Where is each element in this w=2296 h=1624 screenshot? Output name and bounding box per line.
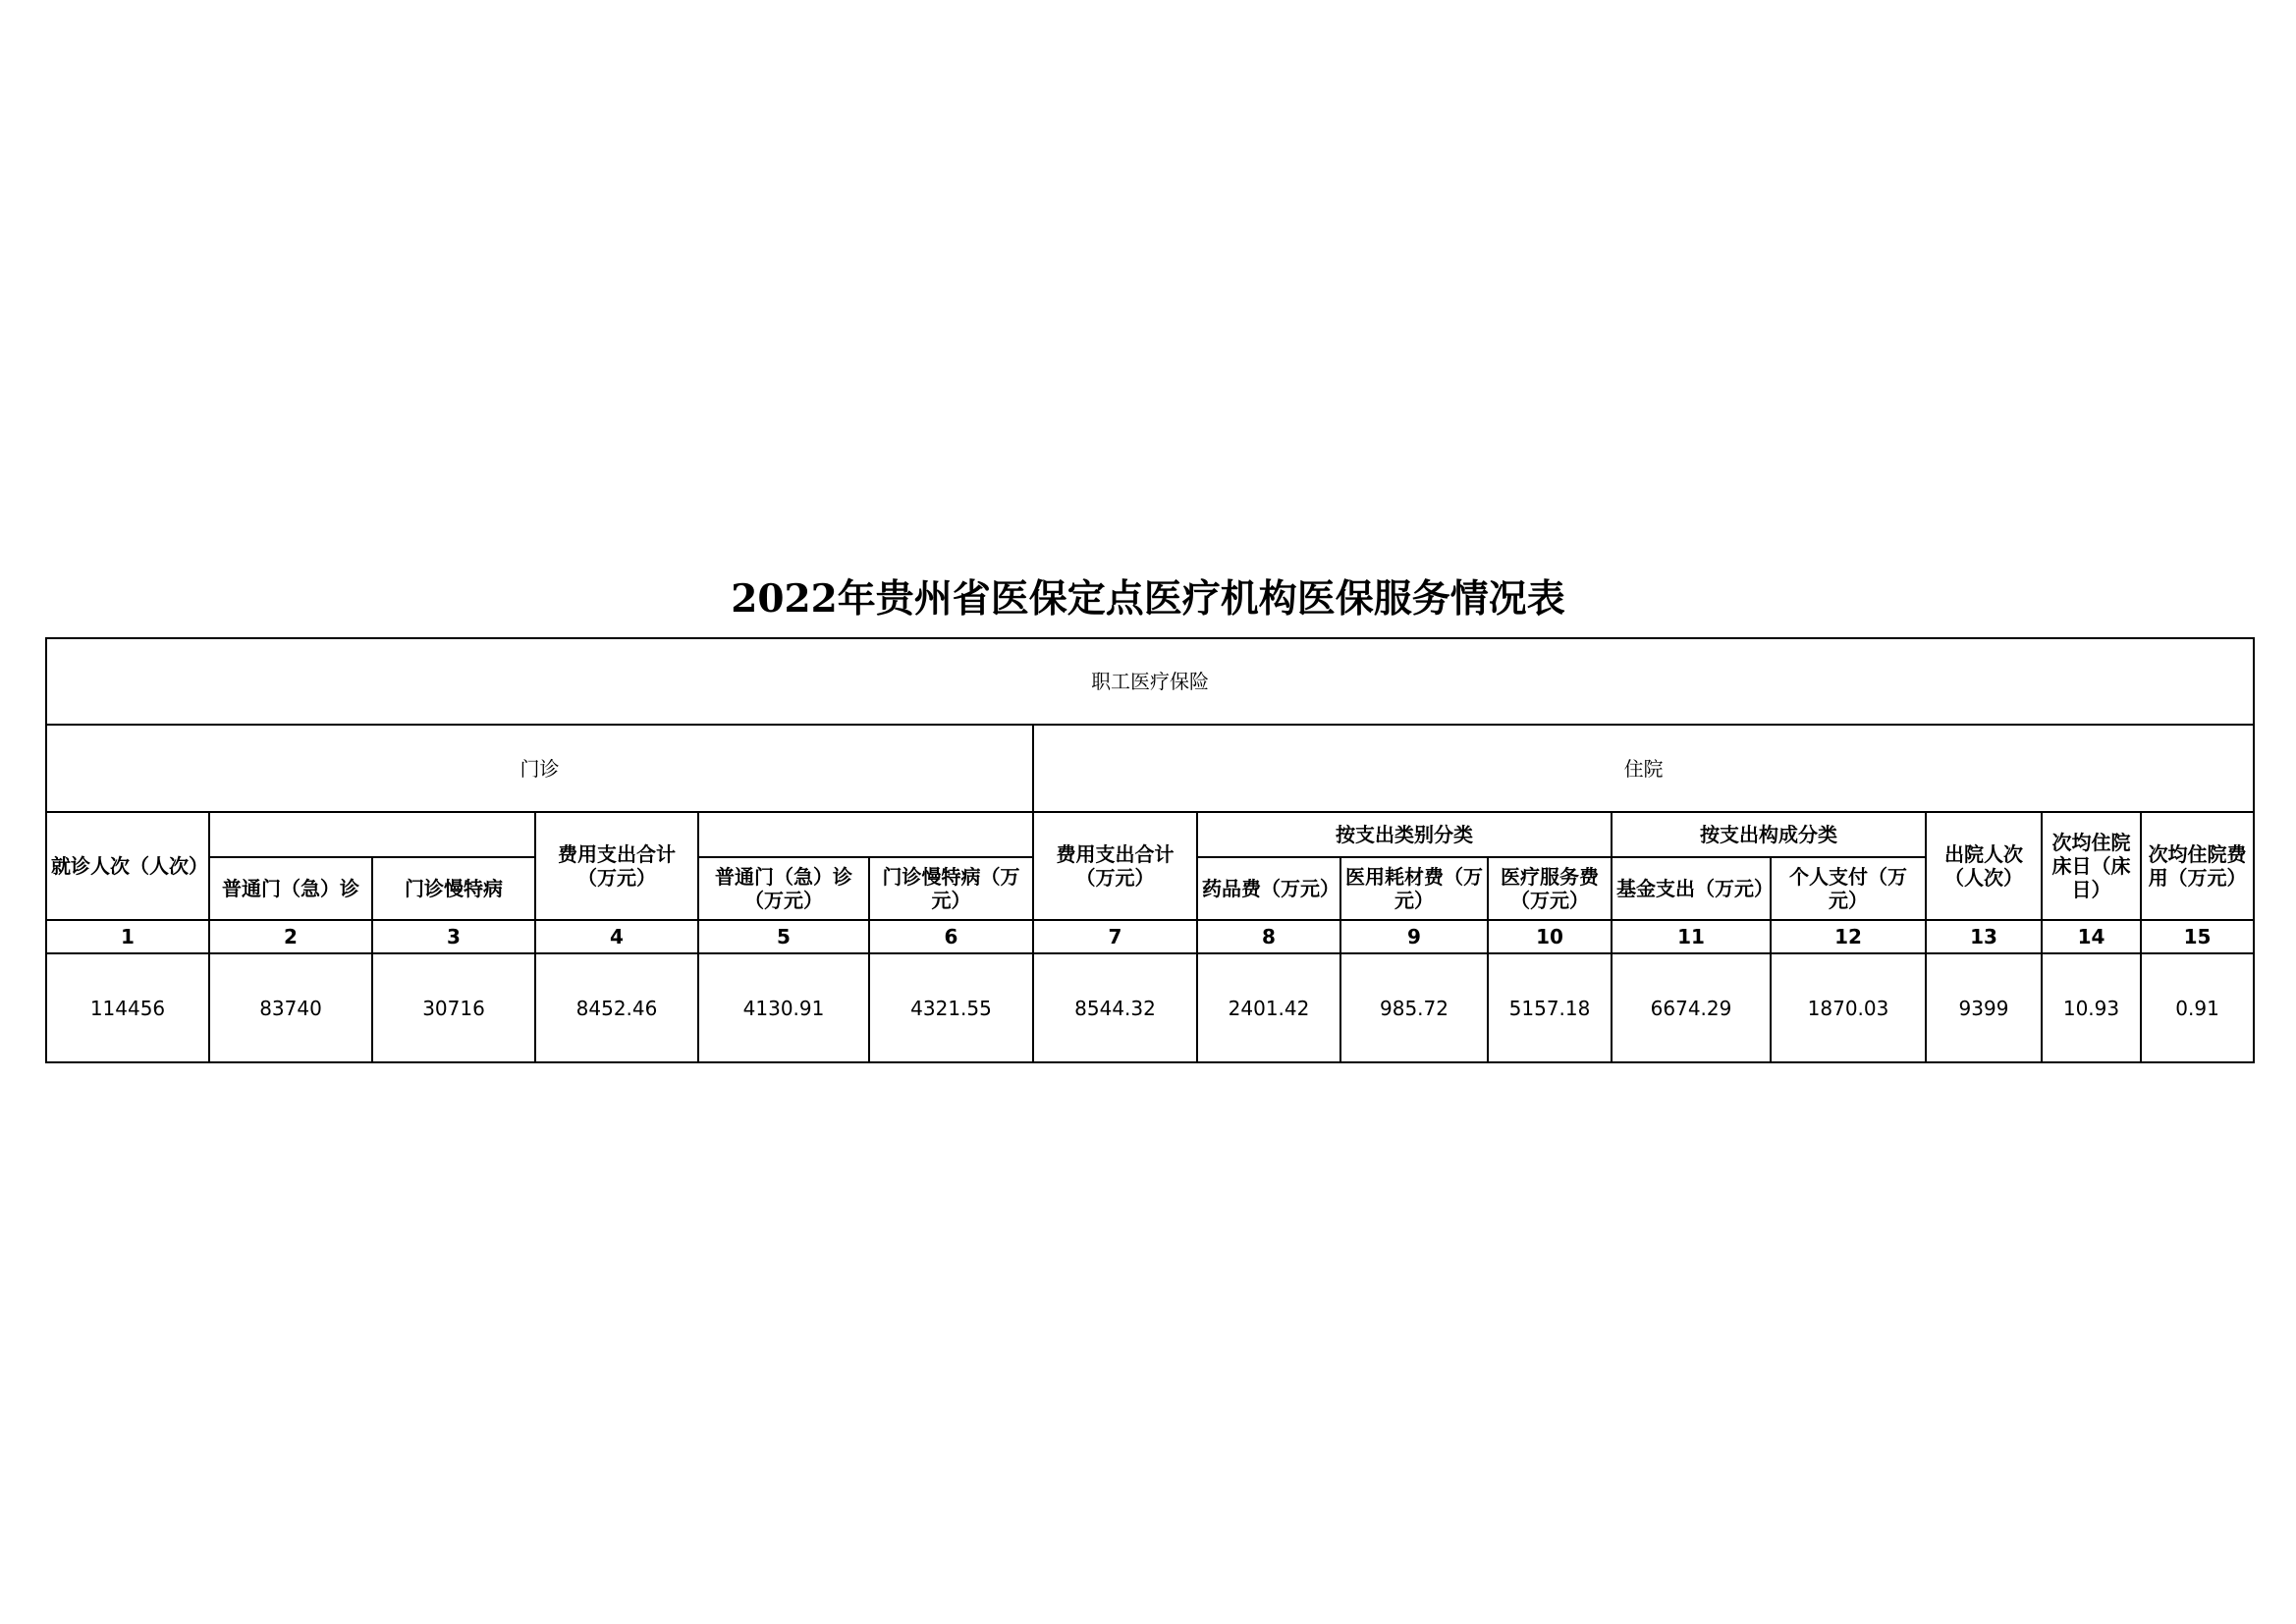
insurance-type-header: 职工医疗保险	[46, 638, 2254, 725]
avg-cost-value: 0.91	[2141, 953, 2254, 1062]
column-number: 8	[1197, 920, 1340, 953]
ordinary-emergency-value: 83740	[209, 953, 372, 1062]
column-number: 6	[869, 920, 1033, 953]
column-number: 2	[209, 920, 372, 953]
column-number: 9	[1340, 920, 1488, 953]
visits-value: 114456	[46, 953, 209, 1062]
visits-sub-spacer	[209, 812, 535, 857]
service-cost-header: 医疗服务费（万元）	[1488, 857, 1612, 920]
insurance-type-row	[46, 638, 2254, 725]
personal-payment-value: 1870.03	[1771, 953, 1926, 1062]
discharges-value: 9399	[1926, 953, 2042, 1062]
outpatient-header: 门诊	[46, 725, 1033, 812]
data-row	[46, 953, 2254, 1062]
column-number: 14	[2042, 920, 2141, 953]
fund-expense-header: 基金支出（万元）	[1612, 857, 1771, 920]
header-row-1	[46, 812, 2254, 857]
visits-header: 就诊人次（人次）	[46, 812, 209, 920]
column-number-row	[46, 920, 2254, 953]
discharges-header: 出院人次（人次）	[1926, 812, 2042, 920]
service-report-table	[45, 637, 2255, 1063]
op-chronic-cost-header: 门诊慢特病（万元）	[869, 857, 1033, 920]
column-number: 12	[1771, 920, 1926, 953]
consumables-cost-header: 医用耗材费（万元）	[1340, 857, 1488, 920]
op-chronic-cost-value: 4321.55	[869, 953, 1033, 1062]
ordinary-emergency-header: 普通门（急）诊	[209, 857, 372, 920]
page-title: 2022年贵州省医保定点医疗机构医保服务情况表	[731, 576, 1565, 622]
column-number: 15	[2141, 920, 2254, 953]
consumables-cost-value: 985.72	[1340, 953, 1488, 1062]
column-number: 1	[46, 920, 209, 953]
column-number: 10	[1488, 920, 1612, 953]
by-structure-header: 按支出构成分类	[1612, 812, 1926, 857]
avg-cost-header: 次均住院费用（万元）	[2141, 812, 2254, 920]
personal-payment-header: 个人支付（万元）	[1771, 857, 1926, 920]
chronic-special-header: 门诊慢特病	[372, 857, 535, 920]
avg-bed-days-header: 次均住院床日（床日）	[2042, 812, 2141, 920]
op-cost-total-header: 费用支出合计（万元）	[535, 812, 698, 920]
by-category-header: 按支出类别分类	[1197, 812, 1612, 857]
column-number: 11	[1612, 920, 1771, 953]
column-number: 3	[372, 920, 535, 953]
op-ordinary-cost-value: 4130.91	[698, 953, 869, 1062]
op-ordinary-cost-header: 普通门（急）诊（万元）	[698, 857, 869, 920]
service-cost-value: 5157.18	[1488, 953, 1612, 1062]
inpatient-header: 住院	[1033, 725, 2254, 812]
chronic-special-value: 30716	[372, 953, 535, 1062]
column-number: 4	[535, 920, 698, 953]
op-cost-sub-spacer	[698, 812, 1033, 857]
section-row	[46, 725, 2254, 812]
column-number: 7	[1033, 920, 1197, 953]
ip-cost-total-header: 费用支出合计（万元）	[1033, 812, 1197, 920]
op-cost-total-value: 8452.46	[535, 953, 698, 1062]
column-number: 5	[698, 920, 869, 953]
drug-cost-header: 药品费（万元）	[1197, 857, 1340, 920]
avg-bed-days-value: 10.93	[2042, 953, 2141, 1062]
drug-cost-value: 2401.42	[1197, 953, 1340, 1062]
fund-expense-value: 6674.29	[1612, 953, 1771, 1062]
ip-cost-total-value: 8544.32	[1033, 953, 1197, 1062]
column-number: 13	[1926, 920, 2042, 953]
